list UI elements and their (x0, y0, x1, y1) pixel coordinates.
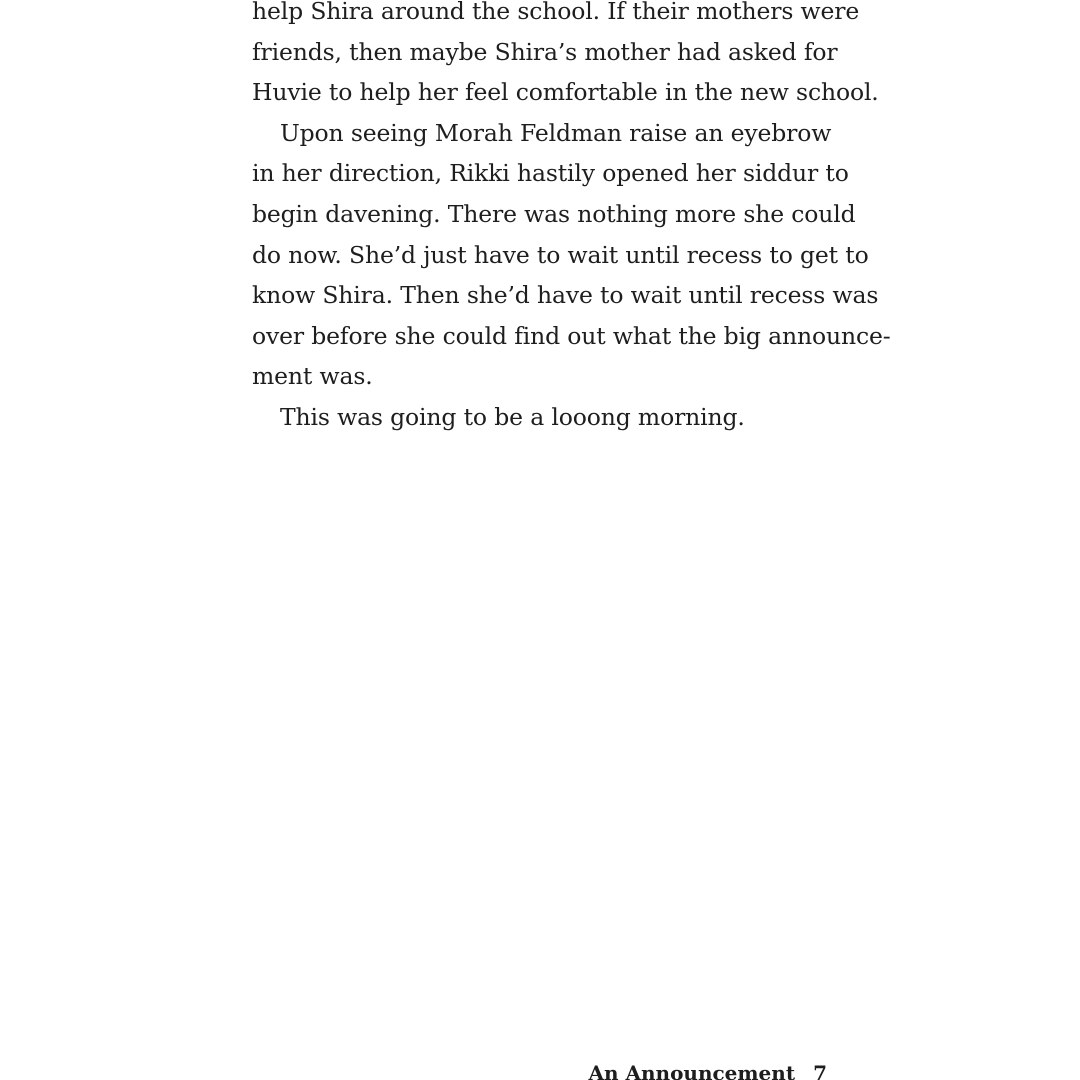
text-line: over before she could find out what the big announce- (252, 321, 891, 350)
text-line: in her direction, Rikki hastily opened her siddur to (252, 159, 849, 188)
body-text (252, 0, 891, 438)
running-head: An Announcement (588, 1061, 796, 1080)
text-line: friends, then maybe Shira’s mother had asked for (252, 37, 838, 66)
text-line: Huvie to help her feel comfortable in the new school. (252, 78, 879, 107)
text-line: know Shira. Then she’d have to wait until recess was (252, 281, 879, 310)
text-line: begin davening. There was nothing more she could (252, 199, 856, 228)
text-line: This was going to be a looong morning. (280, 402, 745, 431)
text-line: Upon seeing Morah Feldman raise an eyebrow (280, 118, 832, 147)
text-line: do now. She’d just have to wait until recess to get to (252, 240, 869, 269)
text-line: ment was. (252, 362, 373, 391)
page-number: 7 (813, 1061, 827, 1080)
page-footer (252, 1058, 827, 1080)
text-line: help Shira around the school. If their mothers were (252, 0, 860, 25)
